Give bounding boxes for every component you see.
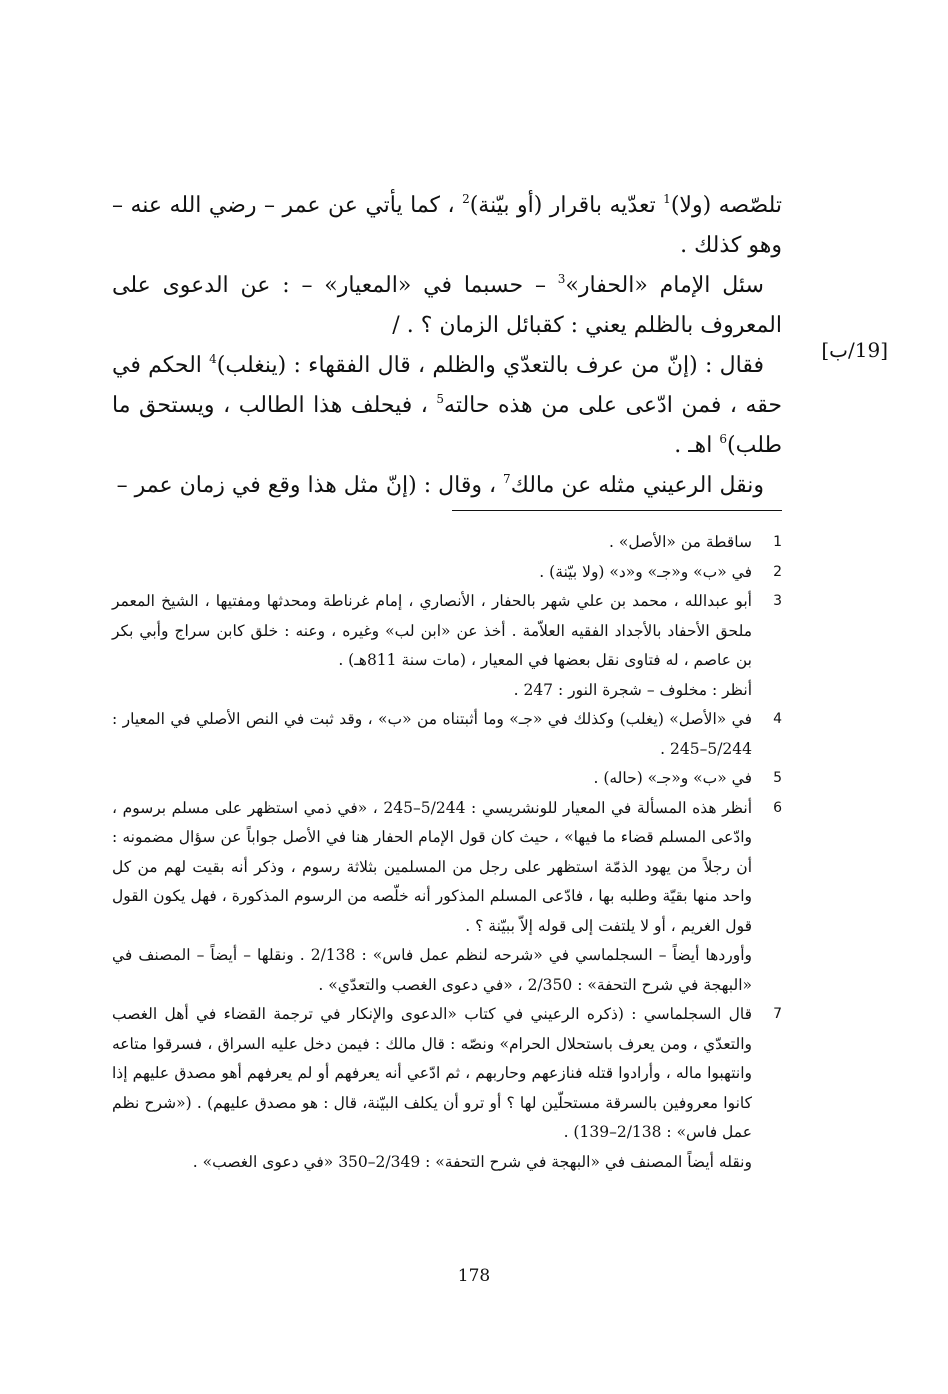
footnote-number: 4 xyxy=(773,711,782,727)
footnote-ref-4: 4 xyxy=(209,352,217,366)
paragraph-2: سئل الإمام «الحفار»$^3$ – حسبما في «المعيار» – : عن الدعوى على المعروف بالظلم يعني : كقبائل الزمان ؟ . / xyxy=(112,272,782,338)
footnote-5: 5 في «ب» و«جـ» (حاله) . xyxy=(112,764,782,794)
page-number: 178 xyxy=(457,1266,491,1286)
footnote-6: 6 أنظر هذه المسألة في المعيار للونشريسي : 5/244–245 ، «في ذمي استظهر على مسلم برسوم ، وادّعى المسلم قضاء ما فيها» ، حيث كان قول الإمام الحفار هنا في الأصل جواباً عن سؤال مضمونه : أن رجلاً من يهود الذمّة استظهر على رجل من المسلمين بثلاثة رسوم ، وذكر أنه بقيت لهم من كل واحد منها بقيّة وطلبه بها ، فادّعى المسلم المذكور أنه خلّصه من الرسوم المذكورة ، فهل يكون القول قول الغريم ، أو لا يلتفت إلى قوله إلاّ ببيّنة ؟ . وأوردها أيضاً – السجلماسي في «شرحه لنظم عمل فاس» : 2/138 . ونقلها – أيضاً – المصنف في «البهجة في شرح التحفة» : 2/350 ، «في دعوى الغصب والتعدّي» . xyxy=(112,794,782,1001)
footnote-ref-2: 2 xyxy=(462,192,470,206)
footnote-number: 1 xyxy=(773,534,782,550)
footnote-ref-1: 1 xyxy=(663,192,671,206)
footnote-ref-7: 7 xyxy=(503,472,511,486)
paragraph-1: تلصّصه (ولا)$^1$ تعدّيه باقرار (أو بيّنة)$^2$ ، كما يأتي عن عمر – رضي الله عنه – وهو كذلك . xyxy=(112,192,782,258)
footnote-1: 1 ساقطة من «الأصل» . xyxy=(112,528,782,558)
footnote-ref-5: 5 xyxy=(436,392,445,406)
footnote-2: 2 في «ب» و«جـ» و«د» (ولا بيّنة) . xyxy=(112,558,782,588)
footnote-number: 3 xyxy=(773,593,782,609)
footnote-4: 4 في «الأصل» (يغلب) وكذلك في «جـ» وما أثبتناه من «ب» ، وقد ثبت في النص الأصلي في المعيار : 5/244–245 . xyxy=(112,705,782,764)
paragraph-3: فقال : (إنّ من عرف بالتعدّي والظلم ، قال الفقهاء : (ينغلب)$^4$ الحكم في حقه ، فمن ادّعى على من هذه حالته$^5$ ، فيحلف هذا الطالب ، ويستحق ما طلب)$^6$ اهـ . xyxy=(112,352,782,458)
footnote-number: 2 xyxy=(773,563,782,580)
footnotes xyxy=(112,528,782,1177)
footnote-7: 7 قال السجلماسي : (ذكره الرعيني في كتاب «الدعوى والإنكار في ترجمة القضاء في أهل الغصب والتعدّي ، ومن يعرف باستحلال الحرام» ونصّه : قال مالك : فيمن دخل عليه السراق ، فسرقوا متاعه وانتهبوا ماله ، وأرادوا قتله فنازعهم وحاربهم ، ثم ادّعي أنه يعرفهم أو لم يعرفهم أهو مصدق عليهم إذا كانوا معروفين بالسرقة مستحلّين لها ؟ أو ترو أن يكلف البيّنة، قال : هو مصدق عليهم) . («شرح نظم عمل فاس» : 2/138–139) . ونقله أيضاً المصنف في «البهجة في شرح التحفة» : 2/349–350 «في دعوى الغصب» . xyxy=(112,1000,782,1177)
footnote-ref-3: 3 xyxy=(557,272,566,286)
footnote-number: 5 xyxy=(773,770,782,786)
footnote-ref-6: 6 xyxy=(719,432,728,446)
paragraph-4: ونقل الرعيني مثله عن مالك$^7$ ، وقال : (إنّ مثل هذا وقع في زمان عمر – xyxy=(116,472,764,498)
footnote-3: 3 أبو عبدالله ، محمد بن علي شهر بالحفار ، الأنصاري ، إمام غرناطة ومحدثها ومفتيها ، الشيخ المعمر ملحق الأحفاد بالأجداد الفقيه العلاّمة . أخذ عن «ابن لب» وغيره ، وعنه : خلق كابن سراج وأبي بكر بن عاصم ، له فتاوى نقل بعضها في المعيار ، (مات سنة 811هـ) . أنظر : مخلوف – شجرة النور : 247 . xyxy=(112,587,782,705)
footnote-number: 6 xyxy=(773,799,782,816)
footnote-separator xyxy=(452,510,782,511)
manuscript-folio-marker: [19/ب] xyxy=(821,338,888,362)
main-text xyxy=(112,186,782,506)
footnote-number: 7 xyxy=(773,1006,782,1022)
